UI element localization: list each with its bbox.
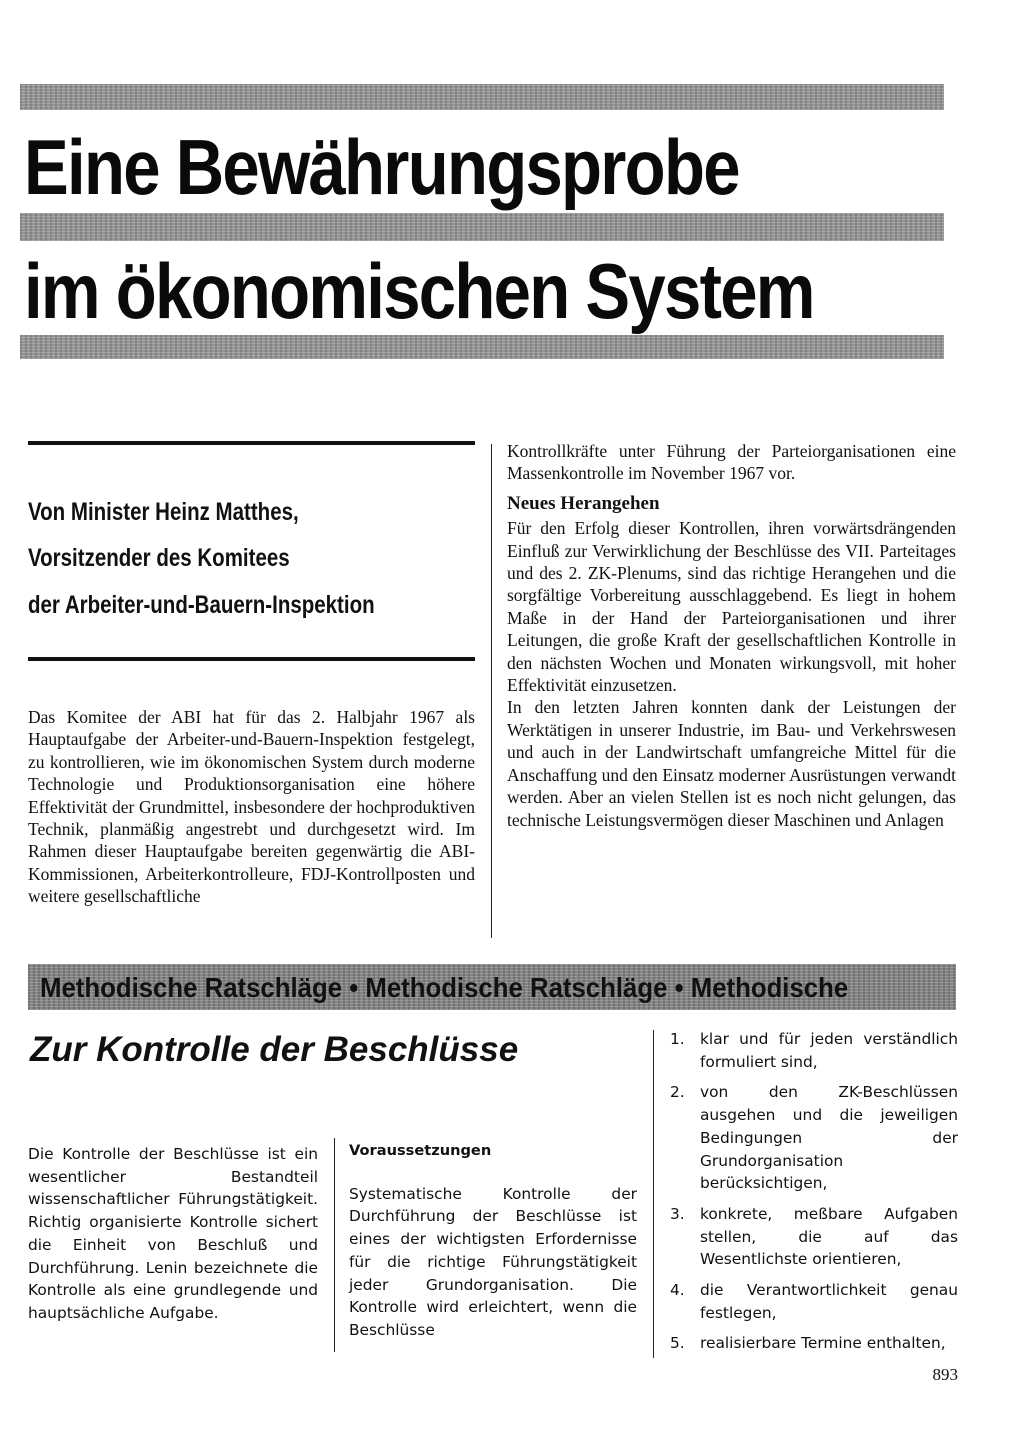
- byline-line-3: der Arbeiter-und-Bauern-Inspektion: [28, 591, 375, 619]
- list-item: [656, 1028, 958, 1073]
- decorative-band-middle: [20, 213, 944, 241]
- decorative-band-bottom: [20, 335, 944, 359]
- headline-line-2: im ökonomischen System: [24, 247, 814, 335]
- decorative-band-top: [20, 84, 944, 110]
- list-item: [656, 1203, 958, 1271]
- list-item: [656, 1332, 958, 1355]
- list-item-number: 2.: [670, 1083, 685, 1102]
- article-left-column: Das Komitee der ABI hat für das 2. Halbjahr 1967 als Hauptaufgabe der Arbeiter-und-Bauern-Inspektion festgelegt, zu kontrollieren, wie im ökonomischen System durch moderne Technologie und Produktionsorganisation eine höhere Effektivität der Grundmittel, insbesondere der hochproduktiven Technik, planmäßig angestrebt und durchgesetzt wird. Im Rahmen dieser Hauptaufgabe bereiten gegenwärtig die ABI-Kommissionen, Arbeiterkontrolleure, FDJ-Kontrollposten und weitere gesellschaftliche: [28, 707, 475, 907]
- list-item-number: 4.: [670, 1281, 685, 1300]
- column-divider: [491, 444, 492, 938]
- byline-line-2: Vorsitzender des Komitees: [28, 544, 290, 572]
- section-divider-1: [334, 1138, 335, 1352]
- list-item-text: realisierbare Termine enthalten,: [700, 1334, 946, 1353]
- section-column-2-text: Systematische Kontrolle der Durchführung der Beschlüsse ist eines der wichtigsten Erfordernisse für die richtige Führungstätigkeit jeder Grundorganisation. Die Kontrolle wird erleichtert, wenn die Beschlüsse: [349, 1184, 637, 1339]
- list-item-text: konkrete, meßbare Aufgaben stellen, die auf das Wesentlichste orientieren,: [700, 1204, 958, 1269]
- section-column-2: [349, 1140, 637, 1342]
- byline-rule-top: [28, 441, 475, 445]
- article-subheading: Neues Herangehen: [507, 492, 660, 514]
- list-item-text: klar und für jeden verständlich formuliert sind,: [700, 1030, 958, 1071]
- byline-rule-bottom: [28, 657, 475, 661]
- list-item-text: von den ZK-Beschlüssen ausgehen und die jeweiligen Bedingungen der Grundorganisation berücksichtigen,: [700, 1083, 958, 1193]
- list-item-text: die Verantwortlichkeit genau festlegen,: [700, 1281, 958, 1322]
- section-list: [656, 1028, 958, 1363]
- headline-line-1: Eine Bewährungsprobe: [24, 123, 739, 211]
- list-item-number: 3.: [670, 1204, 685, 1223]
- page-number: 893: [932, 1365, 958, 1384]
- list-item: [656, 1279, 958, 1324]
- article-right-column: [507, 440, 956, 831]
- article-right-paragraph-2: In den letzten Jahren konnten dank der Leistungen der Werktätigen in unserer Industrie, im Bau- und Verkehrswesen und auch in der Landwirtschaft umfangreiche Mittel für die Anschaffung und den Einsatz moderner Ausrüstungen verwandt werden. Aber an vielen Stellen ist es noch nicht gelungen, das technische Leistungsvermögen dieser Maschinen und Anlagen: [507, 697, 956, 830]
- list-item: [656, 1081, 958, 1195]
- section-title: Zur Kontrolle der Beschlüsse: [30, 1030, 519, 1069]
- section-divider-2: [653, 1030, 654, 1358]
- methodische-banner-text: Methodische Ratschläge • Methodische Ratschläge • Methodische: [40, 972, 849, 1003]
- article-right-paragraph-1: Für den Erfolg dieser Kontrollen, ihren vorwärtsdrängenden Einfluß zur Verwirklichung der Beschlüsse des VII. Parteitages und des 2. ZK-Plenums, sind das richtige Herangehen und die sorgfältige Vorbereitung ausschlaggebend. Es liegt in hohem Maße in der Hand der Parteiorganisationen und ihrer Leitungen, die große Kraft der gesellschaftlichen Kontrolle in den nächsten Wochen und Monaten wirkungsvoll, mit hoher Effektivität einzusetzen.: [507, 518, 956, 696]
- list-item-number: 1.: [670, 1030, 685, 1048]
- section-column-1: Die Kontrolle der Beschlüsse ist ein wesentlicher Bestandteil wissenschaftlicher Führungstätigkeit. Richtig organisierte Kontrolle sichert die Einheit von Beschluß und Durchführung. Lenin bezeichnete die Kontrolle als eine grundlegende und hauptsächliche Aufgabe.: [28, 1145, 318, 1322]
- article-right-intro: Kontrollkräfte unter Führung der Parteiorganisationen eine Massenkontrolle im November 1967 vor.: [507, 441, 956, 484]
- byline-line-1: Von Minister Heinz Matthes,: [28, 498, 299, 526]
- list-item-number: 5.: [670, 1334, 685, 1353]
- section-column-2-heading: Voraussetzungen: [349, 1142, 492, 1159]
